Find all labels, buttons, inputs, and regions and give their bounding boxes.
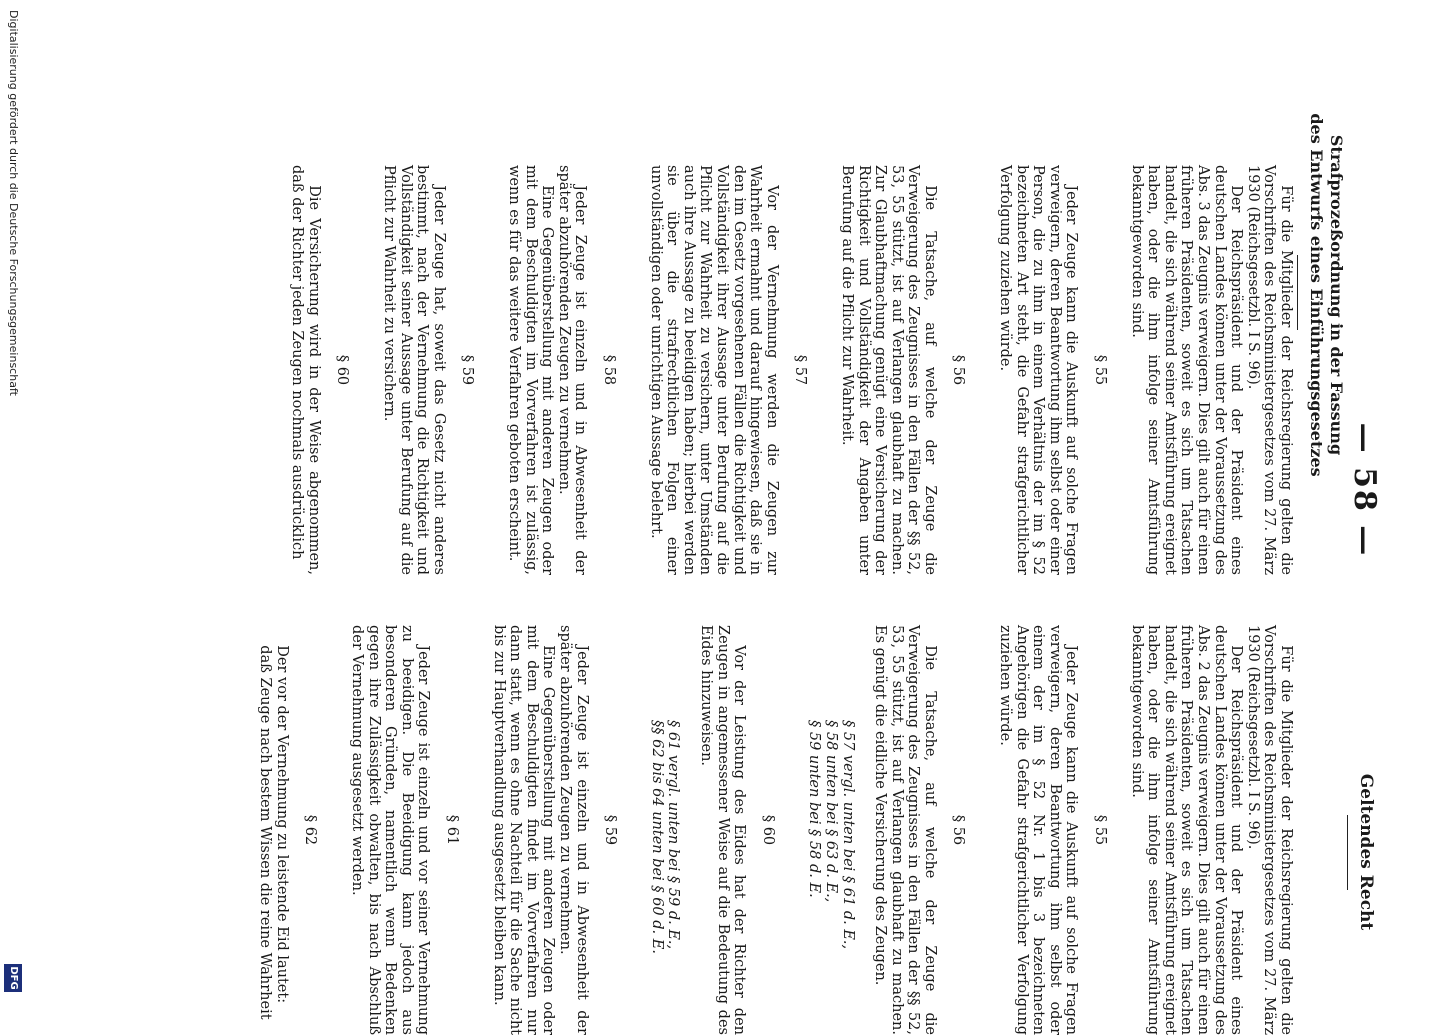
right-section-61-heading: § 61 bbox=[444, 814, 461, 846]
right-section-55-text: Jeder Zeuge kann die Auskunft auf solche Fragen verweigern, deren Beantwortung ihm selbst oder einem der im § 52 Nr. 1 bis 3 bezeichneten Angehörigen die Gefahr strafgerichtlicher Verfolgung zuziehen würde. bbox=[997, 625, 1080, 1035]
cross-reference: §§ 62 bis 64 unten bei § 60 d. E. bbox=[648, 720, 665, 954]
right-section-56-heading: § 56 bbox=[950, 814, 967, 846]
page-number: — 58 — bbox=[1347, 422, 1382, 558]
left-section-58-paragraph-1: Jeder Zeuge ist einzeln und in Abwesenheit der später abzuhörenden Zeugen zu vernehmen. bbox=[555, 165, 589, 575]
right-section-60-text: Vor der Leistung des Eides hat der Richter den Zeugen in angemessener Weise auf die Bedeutung des Eides hinzuweisen. bbox=[697, 625, 748, 1035]
left-section-55-heading: § 55 bbox=[1092, 354, 1109, 386]
left-section-58-paragraph-2: Eine Gegenüberstellung mit anderen Zeugen oder mit dem Beschuldigten im Vorverfahren ist zulässig, wenn es für das weitere Verfahren geboten erscheint. bbox=[506, 165, 556, 575]
left-section-57-heading: § 57 bbox=[792, 354, 809, 386]
right-section-62-paragraph-1: Der vor der Vernehmung zu leistende Eid lautet: bbox=[273, 645, 290, 1004]
cross-reference: § 57 vergl. unten bei § 61 d. E., bbox=[839, 720, 856, 950]
left-section-60-heading: § 60 bbox=[334, 354, 351, 386]
dfg-logo: DFG bbox=[4, 964, 22, 992]
page-header bbox=[1342, 80, 1382, 940]
left-section-58-heading: § 58 bbox=[601, 354, 617, 386]
digitization-credit: Digitalisierung gefördert durch die Deutsche Forschungsgemeinschaft bbox=[7, 10, 20, 396]
right-section-60-heading: § 60 bbox=[759, 814, 776, 846]
left-intro-paragraph-2: Der Reichspräsident und der Präsident eines deutschen Landes können unter der Voraussetzung des Abs. 3 das Zeugnis verweigern. Dies gilt auch für einen früheren Präsidenten, soweit es sich um Tatsachen handelt, die sich während seiner Amtsführung ereignet haben, oder die ihm infolge seiner Amtsführung bekanntgeworden sind. bbox=[1128, 165, 1245, 575]
right-section-59-paragraph-2: Eine Gegenüberstellung mit anderen Zeugen oder mit dem Beschuldigten findet im Vorverfahren nur dann statt, wenn es ohne Nachteil für die Sache nicht bis zur Hauptverhandlung ausgesetzt bleiben kann. bbox=[490, 625, 557, 1035]
right-section-55-heading: § 55 bbox=[1092, 814, 1109, 846]
right-column bbox=[257, 625, 1294, 1035]
left-title-line-2: des Entwurfs eines Einführungsgesetzes bbox=[1307, 113, 1326, 477]
left-column-title bbox=[1306, 40, 1346, 550]
cross-reference: § 61 vergl. unten bei § 59 d. E., bbox=[665, 720, 682, 950]
page-footer bbox=[0, 0, 22, 1000]
right-cross-references-2 bbox=[648, 625, 681, 1035]
right-section-56-text: Die Tatsache, auf welche der Zeuge die Verweigerung des Zeugnisses in den Fällen der §§ 52, 53, 55 stützt, ist auf Verlangen glaubhaft zu machen. Es genügt die eidliche Versicherung des Zeugen. bbox=[872, 625, 938, 1035]
left-column bbox=[289, 165, 1294, 575]
right-intro-paragraph-1: Für die Mitglieder der Reichsregierung gelten die Vorschriften des Reichsministergesetzes vom 27. März 1930 (Reichsgesetzbl. I S. 96). bbox=[1244, 625, 1294, 1035]
left-title-line-1: Strafprozeßordnung in der Fassung bbox=[1327, 134, 1346, 456]
left-section-59-heading: § 59 bbox=[459, 354, 476, 386]
right-section-62-paragraph-2: daß Zeuge nach bestem Wissen die reine Wahrheit bbox=[257, 645, 274, 1020]
left-intro-paragraph-1: Für die Mitglieder der Reichsregierung gelten die Vorschriften des Reichsministergesetzes vom 27. März 1930 (Reichsgesetzbl. I S. 96). bbox=[1244, 165, 1294, 575]
cross-reference: § 58 unten bei § 63 d. E., bbox=[822, 720, 839, 903]
right-section-62-heading: § 62 bbox=[302, 814, 319, 846]
left-section-55-text: Jeder Zeuge kann die Auskunft auf solche Fragen verweigern, deren Beantwortung ihm selbst oder einer Person, die zu ihm in einem Verhältnis der im § 52 bezeichneten Art steht, die Gefahr strafgerichtlicher Verfolgung zuziehen würde. bbox=[997, 165, 1080, 575]
left-section-60-text: Die Versicherung wird in der Weise abgenommen, daß der Richter jeden Zeugen nochmals ausdrücklich bbox=[289, 165, 322, 575]
left-section-56-text: Die Tatsache, auf welche der Zeuge die Verweigerung des Zeugnisses in den Fällen der §§ 52, 53, 55 stützt, ist auf Verlangen glaubhaft zu machen. Zur Glaubhaftmachung genügt eine Versicherung der Richtigkeit und Vollständigkeit der Angaben unter Berufung auf die Pflicht zur Wahrheit. bbox=[838, 165, 938, 575]
left-section-56-heading: § 56 bbox=[950, 354, 967, 386]
left-title-rule bbox=[1297, 255, 1298, 330]
right-cross-references-1 bbox=[806, 625, 856, 1035]
left-section-59-text: Jeder Zeuge hat, soweit das Gesetz nicht anderes bestimmt, nach der Vernehmung die Richtigkeit und Vollständigkeit seiner Aussage unter Berufung auf die Pflicht zur Wahrheit zu versichern. bbox=[381, 165, 447, 575]
right-section-59-paragraph-1: Jeder Zeuge ist einzeln und in Abwesenheit der später abzuhörenden Zeugen zu vernehmen. bbox=[557, 625, 590, 1035]
left-section-57-text: Vor der Vernehmung werden die Zeugen zur Wahrheit ermahnt und darauf hingewiesen, daß sie in den im Gesetz vorgesehenen Fällen die Richtigkeit und Vollständigkeit ihrer Aussage unter Berufung auf die Pflicht zur Wahrheit zu versichern, unter Umständen auch ihre Aussage zu beeidigen haben; hierbei werden sie über die strafrechtlichen Folgen einer unvollständigen oder unrichtigen Aussage belehrt. bbox=[647, 165, 780, 575]
right-column-title: Geltendes Recht bbox=[1356, 773, 1376, 931]
right-section-59-heading: § 59 bbox=[602, 814, 619, 846]
right-intro-paragraph-2: Der Reichspräsident und der Präsident eines deutschen Landes können unter der Voraussetzung des Abs. 2 das Zeugnis verweigern. Dies gilt auch für einen früheren Präsidenten, soweit es sich um Tatsachen handelt, die sich während seiner Amtsführung ereignet haben, oder die ihm infolge seiner Amtsführung bekanntgeworden sind. bbox=[1128, 625, 1245, 1035]
right-title-rule bbox=[1347, 815, 1348, 890]
cross-reference: § 59 unten bei § 58 d. E. bbox=[806, 720, 823, 898]
right-section-61-text: Jeder Zeuge ist einzeln und vor seiner Vernehmung zu beeidigen. Die Beeidigung kann jedoch aus besonderen Gründen, namentlich wenn Bedenken gegen ihre Zulässigkeit obwalten, bis nach Abschluß der Vernehmung ausgesetzt werden. bbox=[349, 625, 432, 1035]
